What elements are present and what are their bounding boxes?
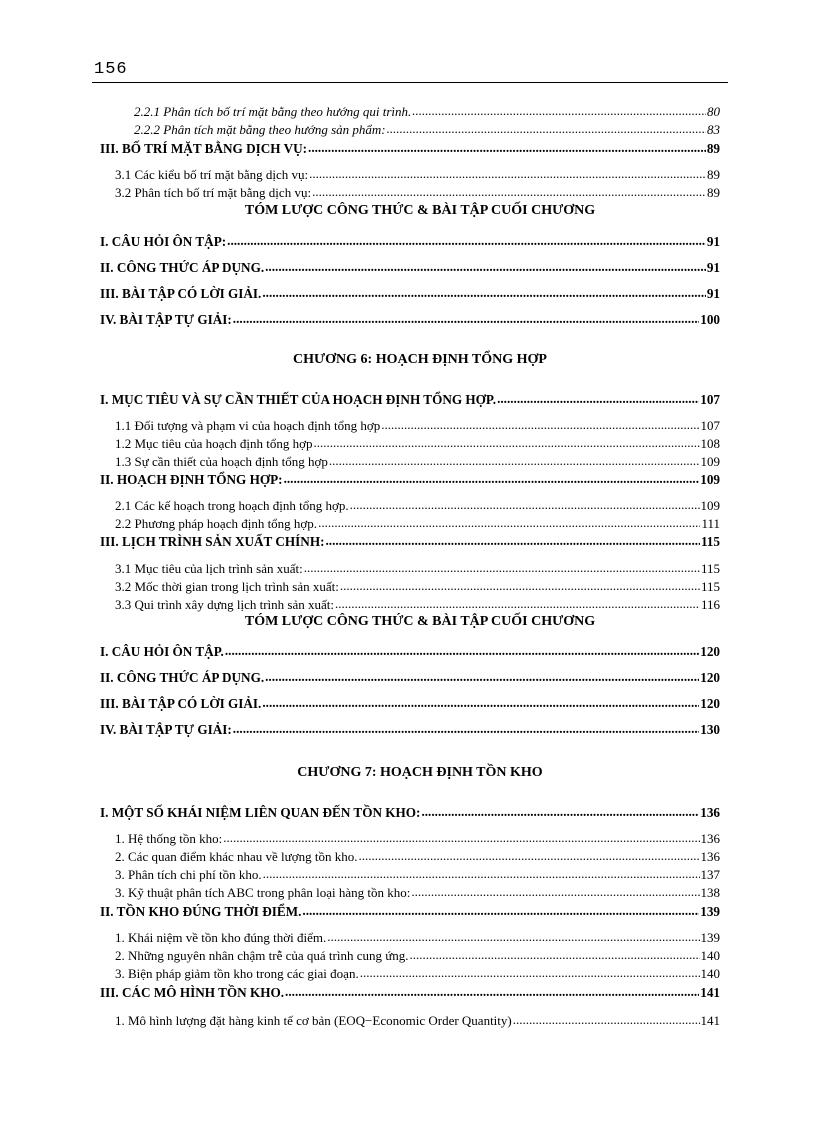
toc-entry[interactable] bbox=[100, 259, 720, 276]
toc-entry[interactable] bbox=[100, 984, 720, 1001]
toc-entry-label: I. MỘT SỐ KHÁI NIỆM LIÊN QUAN ĐẾN TỒN KHO: bbox=[100, 805, 421, 820]
toc-entry-label: 3.2 Mốc thời gian trong lịch trình sản xuất: bbox=[115, 579, 339, 594]
toc-entry[interactable] bbox=[134, 121, 720, 138]
toc-entry[interactable] bbox=[115, 184, 720, 201]
toc-entry-label: 2.2.2 Phân tích mặt bằng theo hướng sản phẩm: bbox=[134, 122, 386, 137]
toc-entry-label: III. BÀI TẬP CÓ LỜI GIẢI. bbox=[100, 696, 262, 711]
toc-entry[interactable] bbox=[100, 285, 720, 302]
toc-entry-label: 2. Những nguyên nhân chậm trễ của quá trình cung ứng. bbox=[115, 948, 409, 963]
toc-entry-page: 120 bbox=[700, 696, 720, 711]
toc-entry[interactable] bbox=[100, 643, 720, 660]
chapter-title: CHƯƠNG 6: HOẠCH ĐỊNH TỔNG HỢP bbox=[293, 352, 547, 367]
toc-entry-page: 115 bbox=[700, 579, 720, 594]
toc-entry[interactable] bbox=[115, 578, 720, 595]
toc-entry-page: 137 bbox=[700, 867, 720, 882]
toc-entry[interactable] bbox=[115, 830, 720, 847]
toc-entry-page: 141 bbox=[700, 1013, 720, 1028]
toc-entry[interactable] bbox=[100, 804, 720, 821]
toc-entry-label: III. LỊCH TRÌNH SẢN XUẤT CHÍNH: bbox=[100, 534, 325, 549]
toc-entry-label: 3.3 Qui trình xây dựng lịch trình sản xuất: bbox=[115, 597, 334, 612]
toc-entry-label: II. CÔNG THỨC ÁP DỤNG. bbox=[100, 260, 265, 275]
toc-entry-page: 111 bbox=[701, 516, 720, 531]
toc-entry-page: 89 bbox=[707, 185, 720, 200]
toc-entry-page: 100 bbox=[700, 312, 720, 327]
toc-entry-label: 3.1 Các kiểu bố trí mặt bằng dịch vụ: bbox=[115, 167, 309, 182]
toc-entry-page: 139 bbox=[700, 904, 720, 919]
toc-entry[interactable] bbox=[100, 669, 720, 686]
toc-entry-label: 2.1 Các kế hoạch trong hoạch định tổng hợp. bbox=[115, 498, 349, 513]
toc-entry-page: 109 bbox=[700, 498, 720, 513]
toc-entry[interactable] bbox=[115, 166, 720, 183]
toc-entry-page: 91 bbox=[706, 286, 720, 301]
toc-entry[interactable] bbox=[100, 391, 720, 408]
toc-entry-label: 1. Hệ thống tồn kho: bbox=[115, 831, 223, 846]
toc-entry-page: 136 bbox=[700, 849, 720, 864]
toc-entry-page: 89 bbox=[707, 167, 720, 182]
section-title: TÓM LƯỢC CÔNG THỨC & BÀI TẬP CUỐI CHƯƠNG bbox=[244, 614, 596, 629]
toc-entry-label: II. TỒN KHO ĐÚNG THỜI ĐIỂM. bbox=[100, 904, 302, 919]
toc-entry-label: 1. Khái niệm về tồn kho đúng thời điểm. bbox=[115, 930, 327, 945]
toc-entry-label: IV. BÀI TẬP TỰ GIẢI: bbox=[100, 312, 232, 327]
toc-entry-page: 120 bbox=[700, 644, 720, 659]
toc-entry[interactable] bbox=[115, 965, 720, 982]
toc-entry-label: 3.1 Mục tiêu của lịch trình sản xuất: bbox=[115, 561, 303, 576]
toc-entry-label: I. CÂU HỎI ÔN TẬP. bbox=[100, 644, 224, 659]
toc-entry[interactable] bbox=[115, 417, 720, 434]
toc-entry-label: III. CÁC MÔ HÌNH TỒN KHO. bbox=[100, 985, 285, 1000]
toc-entry-page: 120 bbox=[700, 670, 720, 685]
toc-entry-label: 3. Kỹ thuật phân tích ABC trong phân loại hàng tồn kho: bbox=[115, 885, 411, 900]
toc-entry-label: I. MỤC TIÊU VÀ SỰ CẦN THIẾT CỦA HOẠCH ĐỊNH TỔNG HỢP. bbox=[100, 392, 497, 407]
toc-entry-label: 3.2 Phân tích bố trí mặt bằng dịch vụ: bbox=[115, 185, 312, 200]
toc-entry-page: 91 bbox=[706, 234, 720, 249]
toc-entry-page: 136 bbox=[700, 805, 720, 820]
toc-entry[interactable] bbox=[100, 233, 720, 250]
toc-entry[interactable] bbox=[100, 695, 720, 712]
toc-entry[interactable] bbox=[115, 453, 720, 470]
toc-entry-page: 108 bbox=[700, 436, 720, 451]
toc-entry[interactable] bbox=[115, 947, 720, 964]
toc-entry-label: I. CÂU HỎI ÔN TẬP: bbox=[100, 234, 227, 249]
toc-entry-page: 139 bbox=[700, 930, 720, 945]
toc-entry-page: 136 bbox=[700, 831, 720, 846]
toc-entry-label: 1.2 Mục tiêu của hoạch định tổng hợp bbox=[115, 436, 313, 451]
toc-entry-page: 130 bbox=[700, 722, 720, 737]
toc-entry-label: III. BÀI TẬP CÓ LỜI GIẢI. bbox=[100, 286, 262, 301]
toc-entry-page: 115 bbox=[700, 534, 720, 549]
toc-entry[interactable] bbox=[115, 435, 720, 452]
toc-entry[interactable] bbox=[134, 103, 720, 120]
toc-entry-page: 89 bbox=[706, 141, 720, 156]
toc-entry[interactable] bbox=[115, 1012, 720, 1029]
toc-entry[interactable] bbox=[115, 929, 720, 946]
toc-entry-label: II. HOẠCH ĐỊNH TỔNG HỢP: bbox=[100, 472, 283, 487]
toc-entry-page: 109 bbox=[700, 472, 720, 487]
toc-entry-label: 2.2 Phương pháp hoạch định tổng hợp. bbox=[115, 516, 318, 531]
toc-entry-label: 1.3 Sự cần thiết của hoạch định tổng hợp bbox=[115, 454, 328, 469]
toc-entry-page: 141 bbox=[700, 985, 720, 1000]
toc-entry-label: 1. Mô hình lượng đặt hàng kinh tế cơ bản (EOQ−Economic Order Quantity) bbox=[115, 1013, 512, 1028]
toc-entry[interactable] bbox=[115, 848, 720, 865]
toc-entry[interactable] bbox=[115, 515, 720, 532]
toc-entry[interactable] bbox=[115, 596, 720, 613]
toc-entry[interactable] bbox=[100, 721, 720, 738]
toc-entry[interactable] bbox=[100, 903, 720, 920]
toc-entry[interactable] bbox=[100, 311, 720, 328]
toc-entry[interactable] bbox=[115, 497, 720, 514]
toc-entry-label: 2. Các quan điểm khác nhau về lượng tồn kho. bbox=[115, 849, 358, 864]
toc-entry-page: 140 bbox=[700, 966, 720, 981]
toc-entry-page: 107 bbox=[700, 418, 720, 433]
toc-entry-page: 109 bbox=[700, 454, 720, 469]
toc-entry-page: 140 bbox=[700, 948, 720, 963]
toc-entry[interactable] bbox=[115, 560, 720, 577]
toc-entry-label: 3. Phân tích chi phí tồn kho. bbox=[115, 867, 262, 882]
toc-entry[interactable] bbox=[100, 471, 720, 488]
toc-entry-page: 91 bbox=[706, 260, 720, 275]
toc-entry-page: 138 bbox=[700, 885, 720, 900]
toc-entry-label: II. CÔNG THỨC ÁP DỤNG. bbox=[100, 670, 265, 685]
page-number: 156 bbox=[94, 60, 128, 79]
toc-entry-page: 80 bbox=[707, 104, 720, 119]
toc-entry[interactable] bbox=[115, 866, 720, 883]
toc-entry-label: IV. BÀI TẬP TỰ GIẢI: bbox=[100, 722, 232, 737]
toc-entry-page: 115 bbox=[700, 561, 720, 576]
toc-entry-label: III. BỐ TRÍ MẶT BẰNG DỊCH VỤ: bbox=[100, 141, 308, 156]
toc-entry-label: 3. Biện pháp giảm tồn kho trong các giai đoạn. bbox=[115, 966, 359, 981]
section-title: TÓM LƯỢC CÔNG THỨC & BÀI TẬP CUỐI CHƯƠNG bbox=[244, 203, 596, 218]
toc-entry[interactable] bbox=[100, 140, 720, 157]
toc-entry-label: 1.1 Đối tượng và phạm vi của hoạch định tổng hợp bbox=[115, 418, 381, 433]
toc-entry-page: 83 bbox=[707, 122, 720, 137]
chapter-title: CHƯƠNG 7: HOẠCH ĐỊNH TỒN KHO bbox=[297, 765, 543, 780]
toc-entry-page: 107 bbox=[700, 392, 720, 407]
toc-entry[interactable] bbox=[100, 533, 720, 550]
toc-entry[interactable] bbox=[115, 884, 720, 901]
toc-entry-label: 2.2.1 Phân tích bố trí mặt bằng theo hướng qui trình. bbox=[134, 104, 412, 119]
toc-entry-page: 116 bbox=[700, 597, 720, 612]
